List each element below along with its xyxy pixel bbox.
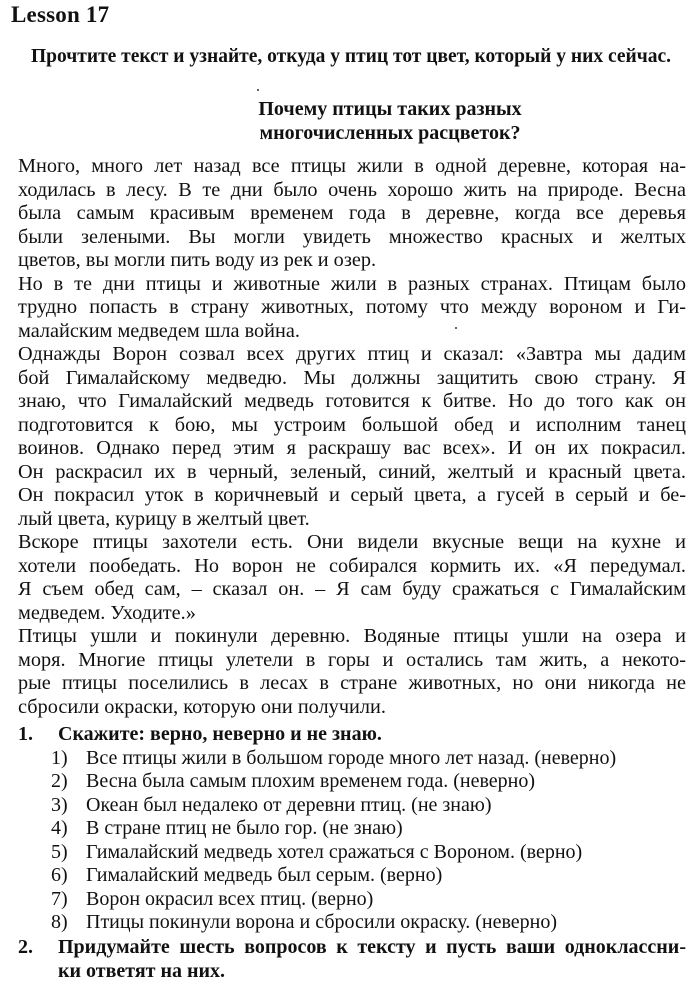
statement-text: Гималайский медведь был серым. (верно) (86, 864, 443, 886)
statement-text: Океан был недалеко от деревни птиц. (не знаю) (86, 793, 492, 816)
statement-number: 7) (51, 887, 68, 910)
statement-number: 8) (51, 911, 68, 933)
statement-list (18, 747, 686, 935)
story-line: Я съем обед сам, – сказал он. – Я сам буду сражаться с Гималайским (18, 578, 686, 600)
lesson-title: Lesson 17 (11, 2, 110, 27)
statement-item (18, 911, 686, 935)
statement-number: 3) (51, 793, 68, 816)
task-questions (18, 936, 686, 983)
story-line: подготовится к бою, мы устроим большой обед и исполним танец (18, 413, 686, 436)
statement-number: 1) (51, 746, 68, 769)
statement-text: Гималайский медведь хотел сражаться с Вороном. (верно) (86, 840, 583, 863)
task-heading (58, 936, 686, 983)
statement-number: 4) (51, 817, 68, 839)
story-line: ходилась в лесу. В те дни было очень хорошо жить на природе. Весна (18, 178, 686, 201)
statement-text: Все птицы жили в большом городе много лет назад. (неверно) (86, 746, 617, 769)
story-line: хотели пообедать. Но ворон не собирался кормить их. «Я передумал. (18, 554, 686, 577)
statement-number: 5) (51, 840, 68, 863)
statement-text: Весна была самым плохим временем года. (неверно) (86, 770, 536, 792)
statement-item (18, 841, 686, 865)
story-line: Но в те дни птицы и животные жили в разных странах. Птицам было (18, 272, 686, 295)
statement-text: Птицы покинули ворона и сбросили окраску. (неверно) (86, 911, 558, 933)
print-speck (257, 89, 259, 91)
story-title-line: многочисленных расцветок? (259, 122, 521, 144)
task-heading: Скажите: верно, неверно и не знаю. (58, 723, 382, 745)
statement-item (18, 864, 686, 888)
statement-item (18, 770, 686, 794)
print-speck (455, 327, 457, 329)
story-line: была самым красивым временем года в деревне, когда все деревья (18, 202, 686, 224)
statement-item (18, 794, 686, 818)
statement-number: 2) (51, 770, 68, 792)
statement-number: 6) (51, 864, 68, 886)
story-line: сбросили окраски, которую они получили. (18, 695, 386, 718)
story-line: малайским медведем шла война. (18, 319, 300, 342)
story-line: бой Гималайскому медведю. Мы должны защитить свою страну. Я (18, 366, 686, 389)
story-line: Много, много лет назад все птицы жили в одной деревне, которая на- (18, 155, 686, 177)
story-line: лый цвета, курицу в желтый цвет. (18, 507, 310, 530)
statement-item (18, 817, 686, 841)
story-line: были зелеными. Вы могли увидеть множество красных и желтых (18, 225, 686, 248)
statement-item (18, 747, 686, 771)
task-heading-line: ки ответят на них. (58, 959, 226, 982)
story-line: Однажды Ворон созвал всех других птиц и сказал: «Завтра мы дадим (18, 343, 686, 365)
story-title (140, 97, 640, 145)
story-line: знаю, что Гималайский медведь готовится к битве. Но до того как он (18, 390, 686, 412)
task-number: 1. (18, 723, 33, 745)
reading-instruction: Прочтите текст и узнайте, откуда у птиц тот цвет, который у них сейчас. (31, 46, 672, 67)
statement-text: В стране птиц не было гор. (не знаю) (86, 817, 403, 839)
story-text (18, 155, 686, 719)
task-heading-line: Придумайте шесть вопросов к тексту и пусть ваши одноклассни- (58, 936, 686, 958)
story-line: Вскоре птицы захотели есть. Они видели вкусные вещи на кухне и (18, 531, 686, 553)
statement-text: Ворон окрасил всех птиц. (верно) (86, 887, 374, 910)
story-line: Он раскрасил их в черный, зеленый, синий, желтый и красный цвета. (18, 460, 686, 483)
story-line: моря. Многие птицы улетели в горы и остались там жить, а некото- (18, 648, 686, 671)
story-line: трудно попасть в страну животных, потому что между вороном и Ги- (18, 296, 686, 318)
story-line: воинов. Однако перед этим я раскрашу вас всех». И он их покрасил. (18, 437, 686, 459)
story-line: медведем. Уходите.» (18, 601, 196, 624)
story-line: Он покрасил уток в коричневый и серый цвета, а гусей в серый и бе- (18, 484, 686, 506)
task-number: 2. (18, 936, 33, 958)
statement-item (18, 888, 686, 912)
story-title-line: Почему птицы таких разных (258, 98, 522, 120)
story-line: рые птицы поселились в лесах в стране животных, но они никогда не (18, 672, 686, 694)
story-line: цветов, вы могли пить воду из рек и озер. (18, 249, 377, 271)
story-line: Птицы ушли и покинули деревню. Водяные птицы ушли на озера и (18, 625, 686, 647)
task-true-false (18, 723, 686, 935)
